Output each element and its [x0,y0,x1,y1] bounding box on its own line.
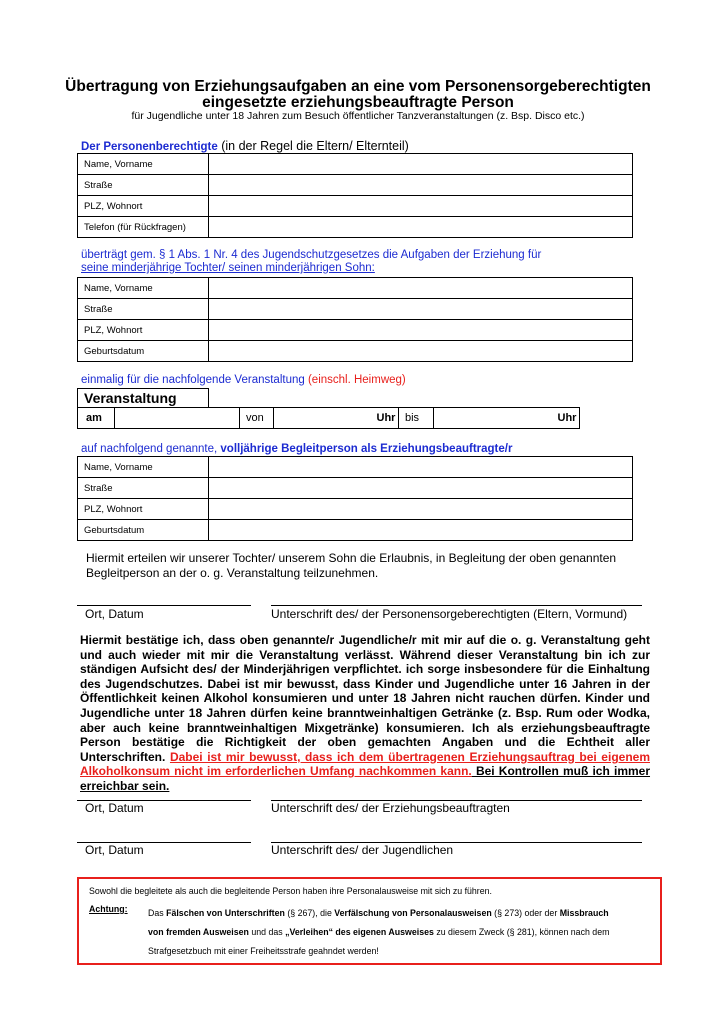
permission-text [86,551,616,581]
sig1-date-line [77,605,251,606]
page-title-line2: eingesetzte erziehungsbeauftragte Person [202,94,514,111]
guardian-city-field[interactable] [209,196,633,217]
field-label: Telefon (für Rückfragen) [78,217,209,238]
event-intro [81,374,406,386]
event-intro-text: einmalig für die nachfolgende Veranstaltung [81,374,308,386]
field-label: PLZ, Wohnort [78,320,209,341]
child-city-field[interactable] [209,320,633,341]
table-row [78,175,633,196]
table-row [78,341,633,362]
table-row [78,278,633,299]
guardian-heading-suffix: (in der Regel die Eltern/ Elternteil) [217,139,409,153]
guardian-street-field[interactable] [209,175,633,196]
notice-bold: „Verleihen“ des eigenen Ausweises [285,927,434,937]
field-label: Name, Vorname [78,457,209,478]
page-title: Übertragung von Erziehungsaufgaben an eine vom Personensorgeberechtigten [65,78,651,95]
child-birthdate-field[interactable] [209,341,633,362]
event-am-label: am [78,408,115,429]
field-label: PLZ, Wohnort [78,499,209,520]
statement-text: Hiermit bestätige ich, dass oben genannte/r Jugendliche/r mit mir auf die o. g. Veranstaltung geht und auch wieder mit mir die Veranstaltung verlässt. Während dieser Veranstaltung bin ich zur ständigen Aufsicht des/ der Minderjährigen verpflichtet. ich sorge insbesondere für die Einhaltung des Jugendschutzes. Dabei ist mir bewusst, dass Kinder und Jugendliche unter 16 Jahren in der Öffentlichkeit keinen Alkohol konsumieren und unter 18 Jahren nicht rauchen dürfen. Kinder und Jugendliche unter 18 Jahren dürfen keine branntweinhaltigen Getränke (z. Bsp. Rum oder Wodka, aber auch keine branntweinhaltigen Mixgetränke) konsumieren. Ich als erziehungsbeauftragte Person bestätige die Richtigkeit der oben gemachten Angaben und die Echtheit aller Unterschriften. [80,633,650,764]
event-label: Veranstaltung [84,390,177,406]
event-from-label: von [240,408,274,429]
table-row [78,320,633,341]
event-spacer [580,408,634,429]
companion-intro [81,443,512,455]
event-table [77,407,633,429]
table-row [78,299,633,320]
field-label: Geburtsdatum [78,520,209,541]
notice-body-line2 [148,923,658,942]
sig2-date-label: Ort, Datum [85,801,144,815]
event-intro-red: (einschl. Heimweg) [307,374,406,386]
table-row [78,408,634,429]
legal-notice-box [77,877,662,965]
event-date-field[interactable] [115,408,240,429]
event-uhr1-label: Uhr [377,408,399,429]
notice-bold: Verfälschung von Personalausweisen [334,908,492,918]
guardian-heading [81,139,409,153]
notice-text: Das [148,908,167,918]
child-intro [81,249,541,275]
child-street-field[interactable] [209,299,633,320]
guardian-name-field[interactable] [209,154,633,175]
field-label: PLZ, Wohnort [78,196,209,217]
companion-intro-text: auf nachfolgend genannte, [81,443,221,455]
notice-body [148,904,658,961]
event-to-label: bis [399,408,434,429]
notice-label: Achtung: [89,904,128,914]
sig1-sign-label: Unterschrift des/ der Personensorgeberechtigten (Eltern, Vormund) [271,607,628,621]
notice-text: (§ 267), die [284,908,335,918]
field-label: Name, Vorname [78,278,209,299]
table-row [78,217,633,238]
table-row [78,520,633,541]
field-label: Straße [78,299,209,320]
permission-line1: Hiermit erteilen wir unserer Tochter/ unserem Sohn die Erlaubnis, in Begleitung der oben genannten [86,551,617,565]
child-intro-line1: überträgt gem. § 1 Abs. 1 Nr. 4 des Jugendschutzgesetzes die Aufgaben der Erziehung für [81,249,542,261]
notice-line1: Sowohl die begleitete als auch die begleitende Person haben ihre Personalausweise mit sich zu führen. [89,886,492,896]
table-row [78,457,633,478]
child-table [77,277,633,362]
notice-text: zu diesem Zweck (§ 281), können nach dem [433,927,610,937]
child-intro-line2: seine minderjährige Tochter/ seinen minderjährigen Sohn: [81,262,375,274]
notice-text: und das [248,927,286,937]
child-name-field[interactable] [209,278,633,299]
event-uhr2-label: Uhr [558,408,580,429]
companion-street-field[interactable] [209,478,633,499]
field-label: Straße [78,478,209,499]
sig3-date-label: Ort, Datum [85,843,144,857]
notice-bold: Missbrauch [559,908,609,918]
table-row [78,499,633,520]
event-label-box [77,388,209,407]
companion-city-field[interactable] [209,499,633,520]
field-label: Name, Vorname [78,154,209,175]
table-row [78,196,633,217]
field-label: Geburtsdatum [78,341,209,362]
notice-text: (§ 273) oder der [491,908,560,918]
table-row [78,478,633,499]
companion-birthdate-field[interactable] [209,520,633,541]
notice-body-line1 [148,904,658,923]
sig2-sign-label: Unterschrift des/ der Erziehungsbeauftragten [271,801,510,815]
guardian-heading-label: Der Personenberechtigte [81,141,218,153]
field-label: Straße [78,175,209,196]
statement-red-text: Dabei ist mir bewusst, dass ich dem übertragenen Erziehungsauftrag bei eigenem Alkoholkonsum nicht im erforderlichen Umfang nachkommen kann. [80,749,650,779]
companion-intro-bold: volljährige Begleitperson als Erziehungsbeauftragte/r [220,443,513,455]
guardian-phone-field[interactable] [209,217,633,238]
companion-name-field[interactable] [209,457,633,478]
statement-end-text: Bei Kontrollen muß ich immer erreichbar sein. [80,764,651,793]
sig1-sign-line [271,605,642,606]
event-from-time-field[interactable] [274,408,377,429]
table-row [78,154,633,175]
notice-body-line3: Strafgesetzbuch mit einer Freiheitsstrafe geahndet werden! [148,946,379,956]
event-to-time-field[interactable] [434,408,558,429]
companion-table [77,456,633,541]
page-subtitle: für Jugendliche unter 18 Jahren zum Besuch öffentlicher Tanzveranstaltungen (z. Bsp. Disco etc.) [131,110,585,122]
notice-bold: von fremden Ausweisen [148,927,249,937]
notice-bold: Fälschen von Unterschriften [166,908,285,918]
permission-line2: Begleitperson an der o. g. Veranstaltung teilzunehmen. [86,566,379,580]
sig3-sign-label: Unterschrift des/ der Jugendlichen [271,843,454,857]
companion-statement [80,633,650,794]
guardian-table [77,153,633,238]
sig1-date-label: Ort, Datum [85,607,144,621]
